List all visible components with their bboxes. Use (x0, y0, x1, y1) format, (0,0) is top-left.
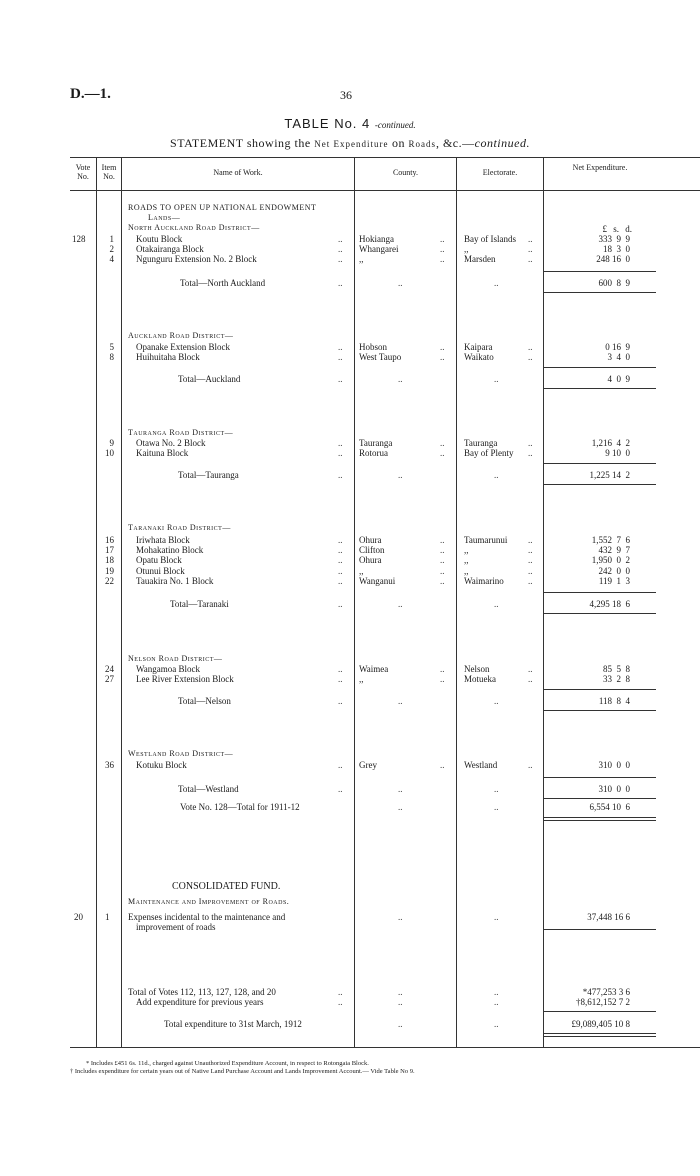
vote-total-label: Vote No. 128—Total for 1911-12 (180, 802, 300, 812)
vote-total-amount: 6,554 10 6 (589, 802, 630, 812)
col-rule-item (121, 157, 122, 1047)
dots: .. (338, 352, 343, 362)
consolidated-vote: 20 (74, 912, 83, 922)
net-expenditure: 85 5 8 (603, 664, 630, 674)
dots: .. (494, 997, 499, 1007)
dots: .. (440, 254, 445, 264)
county: Ohura (359, 535, 382, 545)
electorate: Westland (464, 760, 498, 770)
table-top-rule (70, 157, 700, 158)
table-title-continued: -continued. (374, 120, 416, 130)
district-total-label: Total—Tauranga (178, 470, 239, 480)
dots: .. (528, 664, 533, 674)
dots: .. (338, 234, 343, 244)
district-total-label: Total—Nelson (178, 696, 231, 706)
net-expenditure: 310 0 0 (598, 760, 630, 770)
rule (544, 1011, 656, 1012)
dots: .. (528, 352, 533, 362)
rule (544, 1036, 656, 1037)
dots: .. (528, 760, 533, 770)
dots: .. (528, 674, 533, 684)
dots: .. (528, 448, 533, 458)
item-number: 4 (109, 254, 114, 264)
net-expenditure: 1,552 7 6 (591, 535, 630, 545)
subtitle-continued: continued. (474, 136, 530, 150)
dots: .. (338, 244, 343, 254)
dots: .. (528, 234, 533, 244)
net-expenditure: 1,216 4 2 (591, 438, 630, 448)
dots: .. (440, 342, 445, 352)
dots: .. (398, 278, 403, 288)
dots: .. (338, 448, 343, 458)
final-total-label: Total expenditure to 31st March, 1912 (164, 1019, 302, 1029)
district-heading: Nelson Road District— (128, 654, 223, 663)
consolidated-amount: 37,448 16 6 (587, 912, 630, 922)
dots: .. (440, 674, 445, 684)
dots: .. (398, 599, 403, 609)
item-number: 19 (105, 566, 114, 576)
district-total-label: Total—North Auckland (180, 278, 266, 288)
col-head-county: County. (392, 168, 419, 177)
dots: .. (338, 545, 343, 555)
col-rule-name (354, 157, 355, 1047)
net-expenditure: 18 3 0 (603, 244, 630, 254)
rule (544, 929, 656, 930)
rule (544, 820, 656, 821)
district-total-label: Total—Taranaki (170, 599, 229, 609)
county: West Taupo (359, 352, 402, 362)
item-number: 8 (109, 352, 114, 362)
currency-heading: £ s. d. (602, 224, 632, 234)
electorate: Motueka (464, 674, 496, 684)
dots: .. (398, 470, 403, 480)
dots: .. (440, 555, 445, 565)
consolidated-fund-subtitle: Maintenance and Improvement of Roads. (128, 897, 290, 906)
dots: .. (528, 535, 533, 545)
work-name: Opatu Block (136, 555, 182, 565)
electorate: Taumarunui (464, 535, 508, 545)
dots: .. (440, 438, 445, 448)
district-total-label: Total—Westland (178, 784, 239, 794)
document-code: D.—1. (70, 86, 111, 102)
dots: .. (494, 802, 499, 812)
work-name: Kaituna Block (136, 448, 189, 458)
district-total-label: Total—Auckland (178, 374, 241, 384)
district-heading: Tauranga Road District— (128, 428, 234, 437)
county: Ohura (359, 555, 382, 565)
rule (544, 367, 656, 368)
dots: .. (338, 254, 343, 264)
work-name: Iriwhata Block (136, 535, 190, 545)
county: ,, (359, 566, 364, 576)
consolidated-line2: improvement of roads (136, 922, 216, 932)
district-total-amount: 4 0 9 (607, 374, 630, 384)
net-expenditure: 1,950 0 2 (591, 555, 630, 565)
work-name: Opanake Extension Block (136, 342, 230, 352)
total-votes-amount: *477,253 3 6 (582, 987, 630, 997)
county: Hokianga (359, 234, 394, 244)
statement-subtitle (0, 136, 700, 151)
item-number: 17 (105, 545, 114, 555)
district-total-amount: 600 8 9 (598, 278, 630, 288)
dots: .. (338, 555, 343, 565)
electorate: Tauranga (464, 438, 498, 448)
dots: .. (494, 374, 499, 384)
dots: .. (440, 352, 445, 362)
dots: .. (338, 760, 343, 770)
electorate: Marsden (464, 254, 496, 264)
dots: .. (494, 599, 499, 609)
consolidated-fund-title: CONSOLIDATED FUND. (172, 881, 281, 892)
electorate: Waikato (464, 352, 494, 362)
dots: .. (398, 802, 403, 812)
dots: .. (440, 664, 445, 674)
county: Waimea (359, 664, 389, 674)
dots: .. (338, 470, 343, 480)
section-heading-endowment: ROADS TO OPEN UP NATIONAL ENDOWMENT (128, 203, 317, 212)
electorate: ,, (464, 566, 469, 576)
subtitle-etc: , &c.— (435, 136, 475, 150)
net-expenditure: 0 16 9 (605, 342, 630, 352)
col-head-net-expenditure: Net Expenditure. (572, 163, 628, 172)
work-name: Huihuitaha Block (136, 352, 200, 362)
dots: .. (440, 234, 445, 244)
district-heading: Auckland Road District— (128, 331, 234, 340)
dots: .. (494, 470, 499, 480)
work-name: Otawa No. 2 Block (136, 438, 206, 448)
rule (544, 1033, 656, 1034)
dots: .. (440, 760, 445, 770)
subtitle-on: on (388, 136, 409, 150)
dots: .. (440, 545, 445, 555)
dots: .. (494, 987, 499, 997)
dots: .. (528, 545, 533, 555)
dots: .. (398, 912, 403, 922)
dots: .. (338, 987, 343, 997)
district-total-amount: 4,295 18 6 (589, 599, 630, 609)
work-name: Ngunguru Extension No. 2 Block (136, 254, 257, 264)
dots: .. (398, 374, 403, 384)
dots: .. (528, 438, 533, 448)
work-name: Otakairanga Block (136, 244, 204, 254)
dots: .. (338, 438, 343, 448)
consolidated-item: 1 (105, 912, 110, 922)
district-total-amount: 118 8 4 (598, 696, 630, 706)
table-title (0, 116, 700, 131)
dots: .. (528, 254, 533, 264)
county: Tauranga (359, 438, 393, 448)
dots: .. (398, 784, 403, 794)
dots: .. (398, 696, 403, 706)
county: ,, (359, 254, 364, 264)
item-number: 18 (105, 555, 114, 565)
dots: .. (528, 576, 533, 586)
dots: .. (338, 342, 343, 352)
subtitle-showing: showing the (243, 136, 315, 150)
vote-number: 128 (72, 234, 86, 244)
county: Grey (359, 760, 377, 770)
work-name: Mohakatino Block (136, 545, 204, 555)
district-heading: Taranaki Road District— (128, 523, 231, 532)
dots: .. (528, 555, 533, 565)
final-total-amount: £9,089,405 10 8 (571, 1019, 630, 1029)
item-number: 5 (109, 342, 114, 352)
item-number: 2 (109, 244, 114, 254)
col-head-vote: Vote No. (75, 163, 91, 181)
work-name: Kotuku Block (136, 760, 187, 770)
dots: .. (528, 342, 533, 352)
work-name: Lee River Extension Block (136, 674, 234, 684)
net-expenditure: 119 1 3 (598, 576, 630, 586)
rule (544, 484, 656, 485)
dots: .. (338, 535, 343, 545)
electorate: Bay of Plenty (464, 448, 514, 458)
net-expenditure: 9 10 0 (605, 448, 630, 458)
county: Rotorua (359, 448, 388, 458)
dots: .. (338, 576, 343, 586)
dots: .. (528, 244, 533, 254)
dots: .. (338, 664, 343, 674)
subtitle-net: Net Expenditure (314, 139, 389, 149)
item-number: 22 (105, 576, 114, 586)
net-expenditure: 242 0 0 (598, 566, 630, 576)
dots: .. (338, 997, 343, 1007)
col-rule-electorate (543, 157, 544, 1047)
item-number: 10 (105, 448, 114, 458)
dots: .. (338, 278, 343, 288)
col-rule-county (456, 157, 457, 1047)
rule (544, 777, 656, 778)
col-head-electorate: Electorate. (482, 168, 518, 177)
county: ,, (359, 674, 364, 684)
district-heading: North Auckland Road District— (128, 223, 260, 232)
net-expenditure: 33 2 8 (603, 674, 630, 684)
rule (544, 271, 656, 272)
work-name: Otunui Block (136, 566, 185, 576)
county: Hobson (359, 342, 388, 352)
county: Whangarei (359, 244, 399, 254)
item-number: 16 (105, 535, 114, 545)
total-votes-label: Total of Votes 112, 113, 127, 128, and 20 (128, 987, 276, 997)
col-rule-vote (96, 157, 97, 1047)
dots: .. (398, 997, 403, 1007)
rule (544, 798, 656, 799)
item-number: 27 (105, 674, 114, 684)
district-total-amount: 1,225 14 2 (589, 470, 630, 480)
item-number: 9 (109, 438, 114, 448)
table-header-rule (70, 190, 700, 191)
previous-years-amount: †8,612,152 7 2 (576, 997, 630, 1007)
rule (544, 292, 656, 293)
county: Clifton (359, 545, 385, 555)
dots: .. (440, 566, 445, 576)
item-number: 24 (105, 664, 114, 674)
dots: .. (338, 599, 343, 609)
dots: .. (528, 566, 533, 576)
rule (544, 689, 656, 690)
electorate: ,, (464, 555, 469, 565)
dots: .. (494, 784, 499, 794)
dots: .. (440, 535, 445, 545)
net-expenditure: 248 16 0 (596, 254, 630, 264)
electorate: ,, (464, 244, 469, 254)
dots: .. (338, 566, 343, 576)
dots: .. (338, 696, 343, 706)
rule (544, 592, 656, 593)
section-heading-endowment-cont: Lands— (148, 213, 181, 222)
dots: .. (338, 374, 343, 384)
district-total-amount: 310 0 0 (598, 784, 630, 794)
consolidated-line1: Expenses incidental to the maintenance and (128, 912, 286, 922)
net-expenditure: 333 9 9 (598, 234, 630, 244)
net-expenditure: 432 9 7 (598, 545, 630, 555)
dots: .. (398, 1019, 403, 1029)
electorate: Waimarino (464, 576, 504, 586)
rule (544, 710, 656, 711)
dots: .. (494, 912, 499, 922)
dots: .. (338, 784, 343, 794)
dots: .. (398, 987, 403, 997)
county: Wanganui (359, 576, 396, 586)
work-name: Wangamoa Block (136, 664, 201, 674)
table-bottom-rule (70, 1047, 700, 1048)
electorate: Nelson (464, 664, 490, 674)
work-name: Tauakira No. 1 Block (136, 576, 214, 586)
table-title-main: TABLE No. 4 (284, 116, 371, 131)
electorate: ,, (464, 545, 469, 555)
dots: .. (440, 448, 445, 458)
dots: .. (494, 1019, 499, 1029)
net-expenditure: 3 4 0 (607, 352, 630, 362)
subtitle-statement: STATEMENT (170, 136, 244, 150)
rule (544, 388, 656, 389)
work-name: Koutu Block (136, 234, 183, 244)
subtitle-roads: Roads (408, 139, 436, 149)
col-head-item: Item No. (101, 163, 117, 181)
previous-years-label: Add expenditure for previous years (136, 997, 264, 1007)
rule (544, 463, 656, 464)
col-head-name: Name of Work. (213, 168, 263, 177)
electorate: Kaipara (464, 342, 493, 352)
dots: .. (494, 278, 499, 288)
rule (544, 817, 656, 818)
item-number: 1 (109, 234, 114, 244)
footnote-2: † Includes expenditure for certain years out of Native Land Purchase Account and Lands Improvement Account.— Vide Table No 9. (70, 1068, 415, 1075)
dots: .. (338, 674, 343, 684)
rule (544, 613, 656, 614)
electorate: Bay of Islands (464, 234, 516, 244)
dots: .. (440, 244, 445, 254)
dots: .. (440, 576, 445, 586)
page-number: 36 (340, 88, 352, 102)
item-number: 36 (105, 760, 114, 770)
district-heading: Westland Road District— (128, 749, 234, 758)
dots: .. (494, 696, 499, 706)
footnote-1: * Includes £451 6s. 11d., charged against Unauthorized Expenditure Account, in respect to Rotongaia Block. (86, 1060, 369, 1067)
